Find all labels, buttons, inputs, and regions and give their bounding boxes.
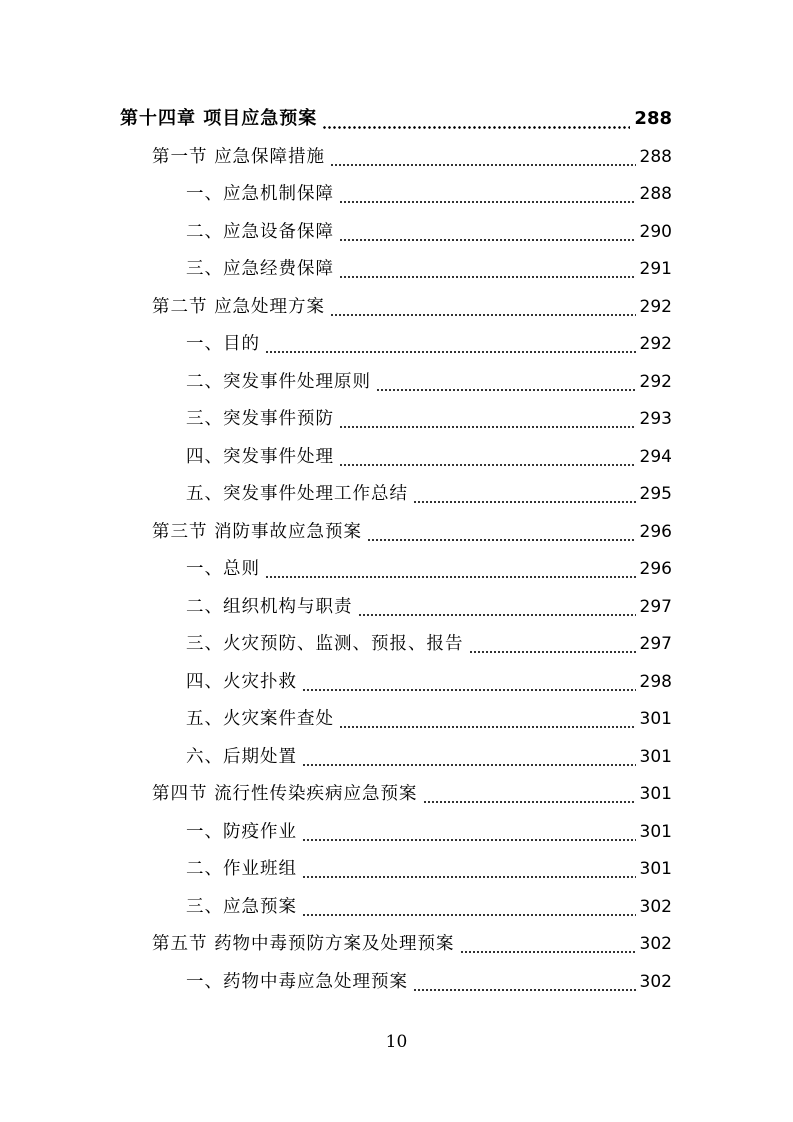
toc-entry-page-number: 302 bbox=[639, 934, 672, 954]
toc-entry-title: 五、火灾案件查处 bbox=[186, 709, 334, 729]
toc-dot-leader bbox=[339, 239, 636, 241]
toc-entry-item[interactable] bbox=[186, 589, 672, 625]
toc-dot-leader bbox=[460, 951, 636, 953]
toc-entry-page-number: 294 bbox=[639, 446, 672, 467]
toc-entry-item[interactable] bbox=[186, 251, 672, 287]
toc-entry-title: 第二节 应急处理方案 bbox=[152, 296, 326, 317]
toc-dot-leader bbox=[265, 576, 636, 578]
toc-entry-item[interactable] bbox=[186, 664, 672, 700]
toc-entry-item[interactable] bbox=[186, 851, 672, 887]
toc-dot-leader bbox=[339, 426, 636, 428]
toc-entry-item[interactable] bbox=[186, 739, 672, 775]
toc-entry-title: 四、突发事件处理 bbox=[186, 446, 334, 467]
toc-entry-item[interactable] bbox=[186, 439, 672, 475]
toc-entry-title: 第一节 应急保障措施 bbox=[152, 146, 326, 167]
toc-entry-title: 二、组织机构与职责 bbox=[186, 596, 353, 617]
toc-dot-leader bbox=[265, 351, 636, 353]
toc-entry-page-number: 291 bbox=[639, 259, 672, 279]
toc-entry-title: 四、火灾扑救 bbox=[186, 671, 297, 692]
toc-entry-item[interactable] bbox=[186, 626, 672, 662]
toc-dot-leader bbox=[302, 914, 636, 916]
toc-dot-leader bbox=[339, 464, 636, 466]
toc-dot-leader bbox=[413, 989, 636, 991]
toc-entry-item[interactable] bbox=[186, 964, 672, 1000]
toc-entry-item[interactable] bbox=[186, 551, 672, 587]
toc-entry-title: 一、应急机制保障 bbox=[186, 184, 334, 204]
toc-entry-page-number: 296 bbox=[639, 521, 672, 542]
toc-entry-title: 一、总则 bbox=[186, 559, 260, 579]
toc-entry-page-number: 301 bbox=[639, 746, 672, 767]
toc-entry-title: 二、作业班组 bbox=[186, 859, 297, 879]
toc-dot-leader bbox=[339, 276, 636, 278]
toc-entry-section[interactable] bbox=[152, 139, 672, 175]
toc-entry-page-number: 297 bbox=[639, 634, 672, 654]
toc-dot-leader bbox=[302, 876, 636, 878]
toc-dot-leader bbox=[367, 539, 635, 541]
toc-entry-title: 第十四章 项目应急预案 bbox=[120, 108, 318, 129]
toc-entry-title: 第三节 消防事故应急预案 bbox=[152, 521, 363, 542]
toc-entry-page-number: 295 bbox=[639, 484, 672, 504]
toc-dot-leader bbox=[376, 389, 636, 391]
toc-entry-title: 二、突发事件处理原则 bbox=[186, 371, 371, 392]
toc-dot-leader bbox=[302, 689, 636, 691]
toc-dot-leader bbox=[339, 201, 636, 203]
page-number: 10 bbox=[385, 1032, 408, 1052]
toc-entry-page-number: 288 bbox=[639, 184, 672, 204]
toc-dot-leader bbox=[322, 126, 630, 129]
toc-entry-item[interactable] bbox=[186, 401, 672, 437]
toc-entry-page-number: 301 bbox=[639, 709, 672, 729]
toc-entry-title: 二、应急设备保障 bbox=[186, 221, 334, 242]
toc-entry-item[interactable] bbox=[186, 889, 672, 925]
toc-entry-title: 三、应急预案 bbox=[186, 896, 297, 917]
toc-entry-page-number: 302 bbox=[639, 896, 672, 917]
toc-entry-chapter[interactable] bbox=[120, 101, 672, 137]
toc-entry-title: 三、突发事件预防 bbox=[186, 409, 334, 429]
toc-entry-page-number: 301 bbox=[639, 784, 672, 804]
toc-dot-leader bbox=[413, 501, 636, 503]
toc-dot-leader bbox=[330, 164, 635, 166]
toc-entry-item[interactable] bbox=[186, 176, 672, 212]
toc-entry-page-number: 288 bbox=[634, 108, 672, 129]
toc-entry-item[interactable] bbox=[186, 701, 672, 737]
toc-dot-leader bbox=[469, 651, 636, 653]
toc-entry-section[interactable] bbox=[152, 776, 672, 812]
toc-entry-title: 第四节 流行性传染疾病应急预案 bbox=[152, 784, 418, 804]
toc-dot-leader bbox=[339, 726, 636, 728]
toc-entry-page-number: 290 bbox=[639, 221, 672, 242]
toc-entry-title: 五、突发事件处理工作总结 bbox=[186, 484, 408, 504]
toc-dot-leader bbox=[302, 764, 636, 766]
toc-dot-leader bbox=[330, 314, 635, 316]
toc-entry-item[interactable] bbox=[186, 214, 672, 250]
toc-entry-section[interactable] bbox=[152, 514, 672, 550]
toc-entry-page-number: 292 bbox=[639, 334, 672, 354]
toc-entry-title: 三、应急经费保障 bbox=[186, 259, 334, 279]
toc-entry-title: 六、后期处置 bbox=[186, 746, 297, 767]
toc-dot-leader bbox=[358, 614, 636, 616]
toc-entry-item[interactable] bbox=[186, 364, 672, 400]
toc-entry-page-number: 298 bbox=[639, 671, 672, 692]
toc-entry-page-number: 292 bbox=[639, 371, 672, 392]
toc-entry-item[interactable] bbox=[186, 326, 672, 362]
toc-entry-title: 三、火灾预防、监测、预报、报告 bbox=[186, 634, 464, 654]
toc-entry-page-number: 293 bbox=[639, 409, 672, 429]
toc-entry-title: 一、防疫作业 bbox=[186, 821, 297, 842]
toc-entry-item[interactable] bbox=[186, 814, 672, 850]
toc-entry-item[interactable] bbox=[186, 476, 672, 512]
toc-entry-section[interactable] bbox=[152, 926, 672, 962]
toc-entry-page-number: 288 bbox=[639, 146, 672, 167]
toc-entry-title: 一、药物中毒应急处理预案 bbox=[186, 971, 408, 992]
toc-dot-leader bbox=[423, 801, 636, 803]
toc-entry-page-number: 292 bbox=[639, 296, 672, 317]
toc-entry-title: 第五节 药物中毒预防方案及处理预案 bbox=[152, 934, 455, 954]
toc-entry-page-number: 302 bbox=[639, 971, 672, 992]
toc-entry-title: 一、目的 bbox=[186, 334, 260, 354]
toc-entry-section[interactable] bbox=[152, 289, 672, 325]
toc-entry-page-number: 296 bbox=[639, 559, 672, 579]
toc-entry-page-number: 297 bbox=[639, 596, 672, 617]
toc-entry-page-number: 301 bbox=[639, 821, 672, 842]
toc-entry-page-number: 301 bbox=[639, 859, 672, 879]
toc-dot-leader bbox=[302, 839, 636, 841]
